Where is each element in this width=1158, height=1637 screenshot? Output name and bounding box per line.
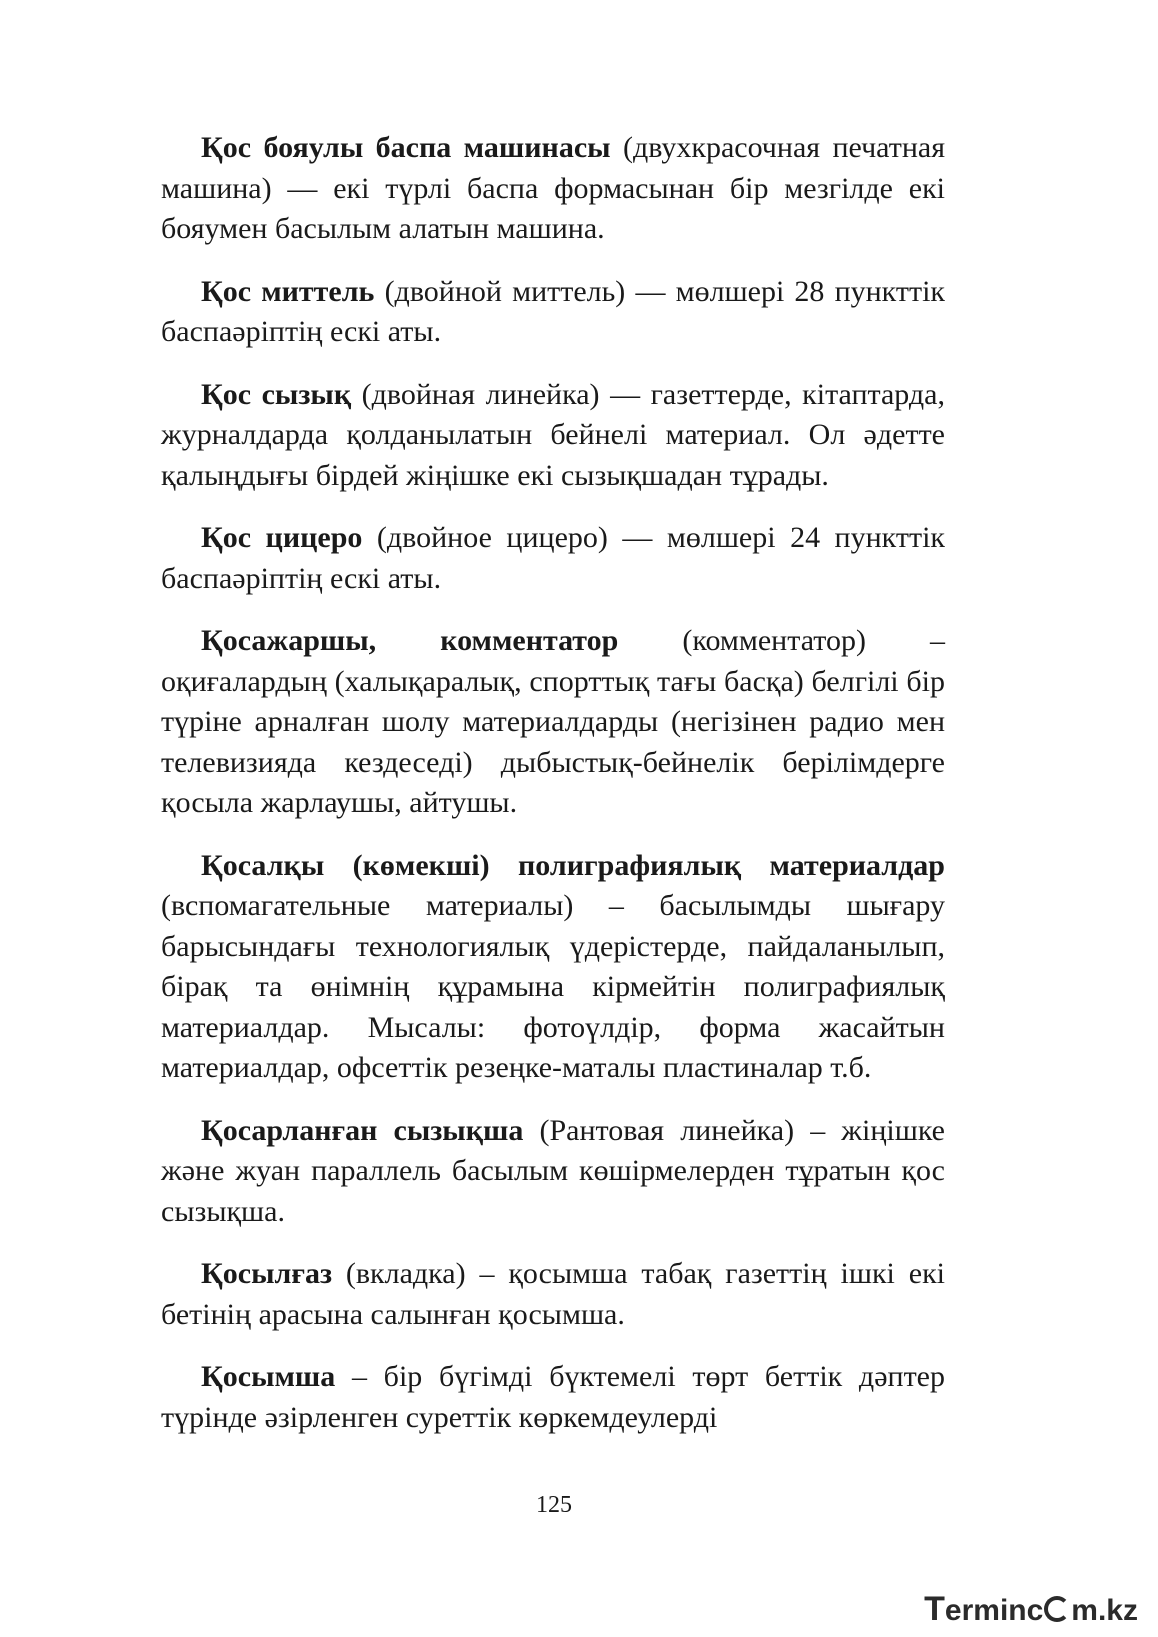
entry-term: Қос цицеро [201,521,363,554]
entry-definition: – бір бүгімді бүктемелі төрт беттік дәптер түрінде әзірленген суреттік көркемдеулерді [161,1360,945,1434]
entry-definition: (вспомагательные материалы) – басылымды шығару барысындағы технологиялық үдерістерде, пайдаланылып, бірақ та өнімнің құрамына кірмейтін полиграфиялық материалдар. Мысалы: фотоүлдір, форма жасайтын материалдар, офсеттік резеңке-маталы пластиналар т.б. [161,889,945,1084]
watermark-o-icon [1044,1596,1070,1622]
entry-definition: (двухкрасочная печатная машина) — екі түрлі баспа формасынан бір мезгілде екі бояумен басылым алатын машина. [161,131,946,245]
dictionary-entry [161,1254,945,1335]
entry-definition: (комментатор) – оқиғалардың (халықаралық, спорттық тағы басқа) белгілі бір түріне арналған шолу материалдарды (негізінен радио мен телевизияда кездеседі) дыбыстық-бейнелік берілімдерге қосыла жарлаушы, айтушы. [161,624,946,819]
entry-term: Қосалқы (көмекші) полиграфиялық материалдар [201,848,945,882]
entry-term: Қос бояулы баспа машинасы [201,131,611,164]
dictionary-entry [161,1357,945,1438]
entry-term: Қосажаршы, комментатор [201,624,619,657]
entry-term: Қос миттель [201,274,375,308]
entry-definition: (двойное цицеро) — мөлшері 24 пункттік баспаәріптің ескі аты. [161,521,945,595]
entry-term: Қосарланған сызықша [201,1113,524,1147]
dictionary-entry [161,621,945,824]
dictionary-entry [161,1111,945,1233]
watermark-logo [924,1590,1138,1629]
entry-definition: (двойной миттель) — мөлшері 28 пункттік баспаәріптің ескі аты. [161,274,945,348]
entry-definition: (вкладка) – қосымша табақ газеттің ішкі екі бетінің арасына салынған қосымша. [161,1257,945,1331]
entry-definition: (Рантовая линейка) – жіңішке және жуан параллель басылым көшірмелерден тұратын қос сызықша. [161,1113,945,1228]
entry-term: Қосымша [201,1360,336,1393]
dictionary-entry [161,846,945,1089]
watermark-letter: T [924,1590,945,1628]
dictionary-entry [161,272,945,353]
dictionary-entry [161,518,945,599]
entry-definition: (двойная линейка) — газеттерде, кітаптарда, журналдарда қолданылатын бейнелі материал. Ол әдетте қалыңдығы бірдей жіңішке екі сызықшадан тұрады. [161,377,945,492]
watermark-domain: m.kz [1071,1594,1138,1627]
dictionary-entry [161,128,945,250]
page-body [161,128,945,1460]
watermark-text: erminc [944,1594,1044,1627]
dictionary-entry [161,375,945,497]
page-number: 125 [536,1492,572,1518]
entry-term: Қос сызық [201,377,352,411]
entry-term: Қосылғаз [201,1257,333,1290]
